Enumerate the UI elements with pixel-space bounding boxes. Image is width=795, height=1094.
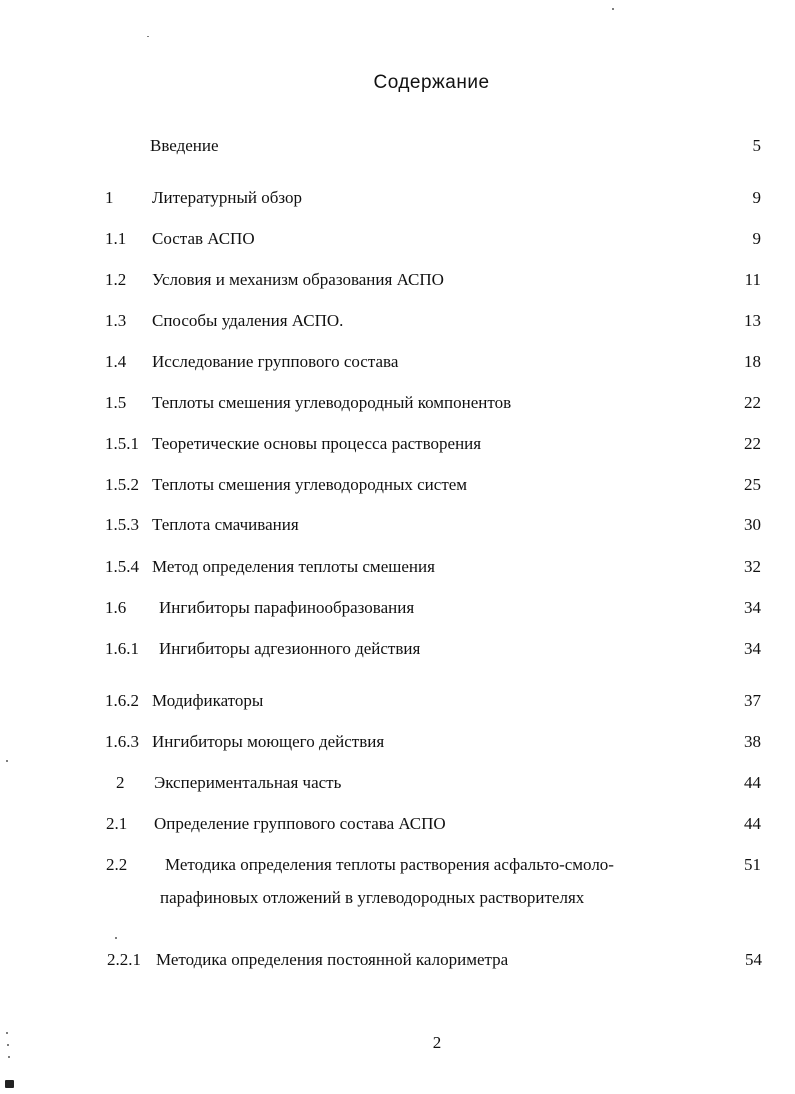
toc-entry-page: 25 [744, 475, 761, 494]
toc-entry-number: 2.2 [106, 855, 128, 874]
toc-entry-number: 1.5.1 [105, 434, 139, 453]
toc-entry-title: Теоретические основы процесса растворения [152, 434, 482, 453]
toc-entry-title: Способы удаления АСПО. [152, 311, 344, 330]
toc-entry-title: Методика определения теплоты растворения асфальто-смоло- [165, 855, 614, 874]
toc-entry-number: 1 [105, 188, 114, 207]
toc-entry-page: 22 [744, 393, 761, 412]
toc-entry-number: 1.6.1 [105, 639, 139, 658]
toc-entry-title: Модификаторы [152, 691, 264, 710]
toc-entry-number: 1.1 [105, 229, 127, 248]
toc-entry-title: Ингибиторы моющего действия [152, 732, 385, 751]
toc-entry-title: Исследование группового состава [152, 352, 399, 371]
toc-entry-title: Состав АСПО [152, 229, 255, 248]
toc-entry-title: Теплоты смешения углеводородных систем [152, 475, 468, 494]
scan-speck [612, 8, 614, 10]
toc-entry-title: Теплота смачивания [152, 515, 299, 534]
toc-entry-number: 1.5.3 [105, 515, 139, 534]
toc-entry-number: 1.5.2 [105, 475, 139, 494]
scan-speck [147, 36, 149, 37]
toc-entry-page: 30 [744, 515, 761, 534]
toc-entry-page: 44 [744, 773, 761, 792]
toc-entry-number: 1.4 [105, 352, 127, 371]
toc-entry-page: 37 [744, 691, 761, 710]
page-title: Содержание [373, 72, 490, 93]
toc-entry-page: 13 [744, 311, 761, 330]
toc-entry-title: Метод определения теплоты смешения [152, 557, 435, 576]
toc-entry-number: 1.2 [105, 270, 127, 289]
toc-entry-page: 34 [744, 598, 761, 617]
toc-entry-title: Ингибиторы парафинообразования [159, 598, 415, 617]
toc-entry-number: 1.6 [105, 598, 127, 617]
toc-entry-page: 54 [745, 950, 762, 969]
toc-entry-number: 1.5.4 [105, 557, 139, 576]
toc-entry-number: 1.6.3 [105, 732, 139, 751]
toc-entry-title: Экспериментальная часть [154, 773, 342, 792]
toc-entry-page: 9 [752, 229, 761, 248]
toc-entry-page: 18 [744, 352, 761, 371]
page-number: 2 [432, 1033, 442, 1052]
toc-entry-number: 1.3 [105, 311, 127, 330]
toc-entry-title: Литературный обзор [152, 188, 303, 207]
scan-speck [6, 1032, 8, 1034]
toc-entry-title: Условия и механизм образования АСПО [152, 270, 444, 289]
toc-entry-title: Методика определения постоянной калориметра [156, 950, 509, 969]
toc-entry-number: 2.2.1 [107, 950, 141, 969]
toc-entry-number: 2.1 [106, 814, 128, 833]
toc-entry-page: 22 [744, 434, 761, 453]
toc-entry-page: 5 [752, 136, 761, 155]
toc-entry-title: Ингибиторы адгезионного действия [159, 639, 421, 658]
scan-speck [8, 1056, 10, 1058]
scan-speck [7, 1044, 9, 1046]
toc-entry-page: 44 [744, 814, 761, 833]
scan-speck [115, 937, 117, 939]
toc-entry-number: 2 [116, 773, 125, 792]
toc-entry-title: Введение [150, 136, 219, 155]
toc-entry-page: 38 [744, 732, 761, 751]
toc-entry-page: 34 [744, 639, 761, 658]
scan-mark [5, 1080, 14, 1088]
toc-entry-page: 11 [744, 270, 761, 289]
toc-entry-page: 9 [752, 188, 761, 207]
toc-entry-number: 1.5 [105, 393, 127, 412]
toc-entry-number: 1.6.2 [105, 691, 139, 710]
toc-entry-title-line2: парафиновых отложений в углеводородных растворителях [160, 888, 585, 907]
toc-entry-page: 51 [744, 855, 761, 874]
toc-entry-title: Теплоты смешения углеводородный компонентов [152, 393, 512, 412]
toc-entry-title: Определение группового состава АСПО [154, 814, 446, 833]
scan-speck [6, 760, 8, 762]
toc-entry-page: 32 [744, 557, 761, 576]
